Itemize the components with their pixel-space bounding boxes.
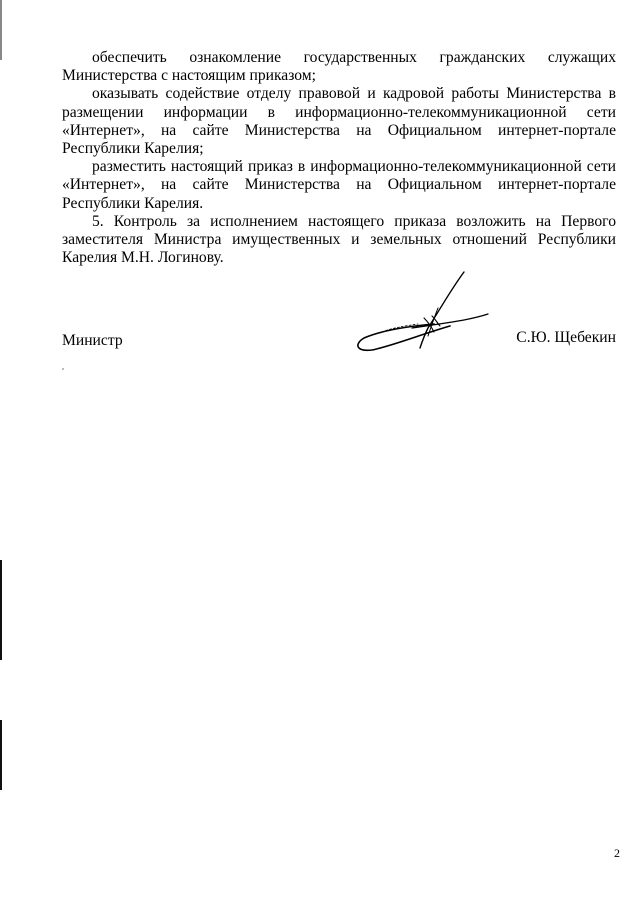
scan-edge-mark bbox=[0, 0, 2, 60]
paragraph-assist-publication: оказывать содействие отделу правовой и кадровой работы Министерства в размещении информации в информационно-телекоммуникационной сети «Интернет», на сайте Министерства на Официальном интернет-портале Республики Карелия; bbox=[62, 85, 616, 158]
paragraph-control: 5. Контроль за исполнением настоящего приказа возложить на Первого заместителя Министра имущественных и земельных отношений Республики Карелия М.Н. Логинову. bbox=[62, 212, 616, 267]
document-body bbox=[62, 49, 616, 267]
page-number: 2 bbox=[614, 846, 620, 860]
signature-block bbox=[62, 329, 616, 354]
paragraph-familiarize: обеспечить ознакомление государственных гражданских служащих Министерства с настоящим приказом; bbox=[62, 49, 616, 85]
signatory-name: С.Ю. Щебекин bbox=[516, 329, 616, 346]
paragraph-publish-order: разместить настоящий приказ в информационно-телекоммуникационной сети «Интернет», на сайте Министерства на Официальном интернет-портале Республики Карелия. bbox=[62, 158, 616, 212]
signatory-title: Министр bbox=[62, 332, 123, 349]
scan-edge-mark bbox=[0, 720, 2, 790]
scan-edge-mark bbox=[0, 560, 2, 660]
handwritten-signature bbox=[352, 268, 492, 360]
scan-speck bbox=[62, 368, 64, 370]
